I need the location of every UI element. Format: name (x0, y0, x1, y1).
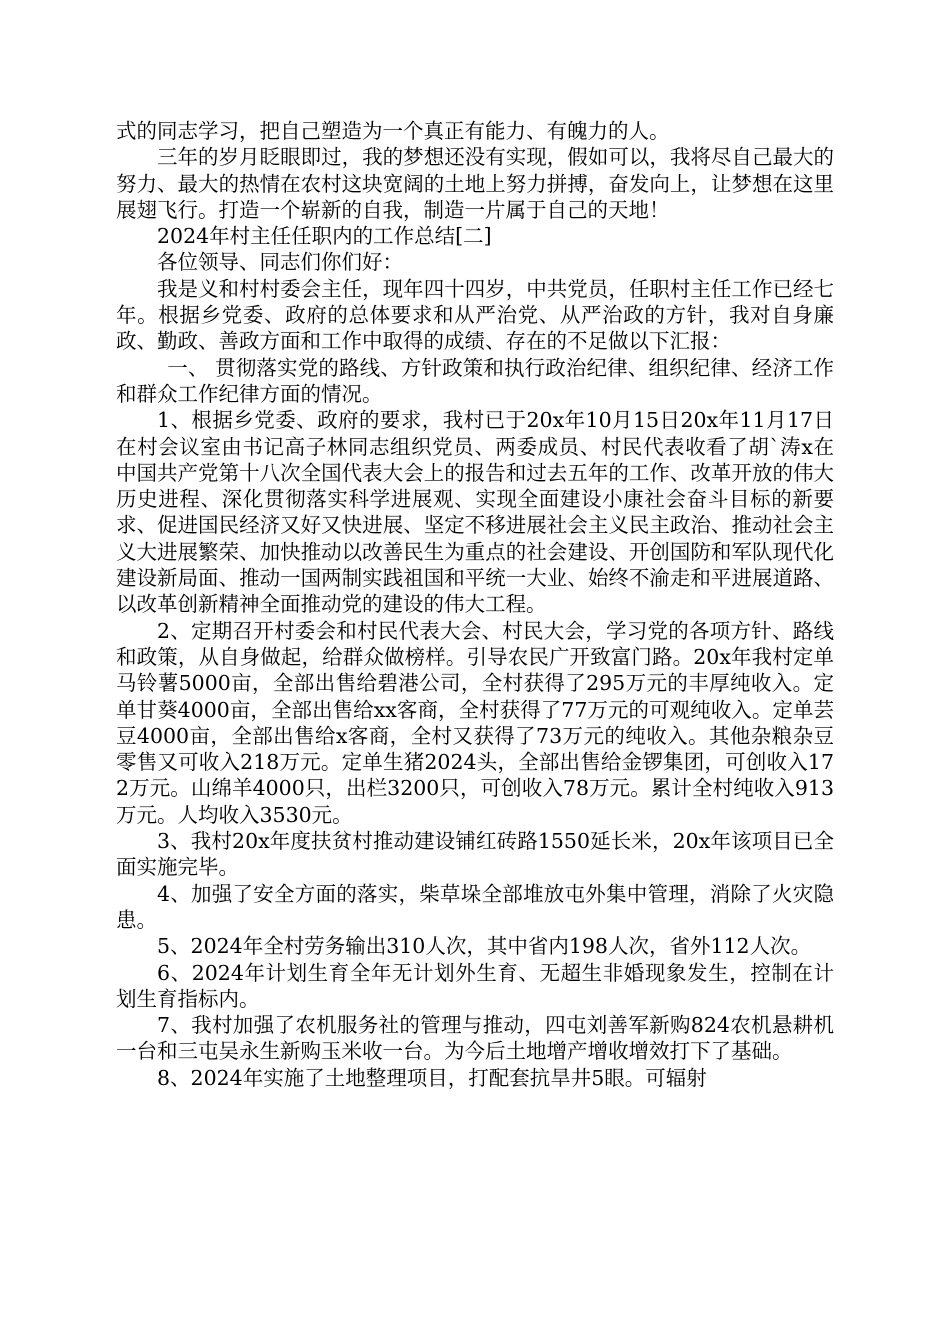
paragraph-item-2: 2、定期召开村委会和村民代表大会、村民大会，学习党的各项方针、路线和政策，从自身做起，给群众做榜样。引导农民广开致富门路。20x年我村定单马铃薯5000亩，全部出售给碧港公司，全村获得了295万元的丰厚纯收入。定单甘葵4000亩，全部出售给xx客商，全村获得了77万元的可观纯收入。定单芸豆4000亩，全部出售给x客商，全村又获得了73万元的纯收入。其他杂粮杂豆零售又可收入218万元。定单生猪2024头，全部出售给金锣集团，可创收入172万元。山绵羊4000只，出栏3200只，可创收入78万元。累计全村纯收入913万元。人均收入3530元。 (116, 618, 834, 827)
paragraph-item-4: 4、加强了安全方面的落实，柴草垛全部堆放屯外集中管理，消除了火灾隐患。 (116, 881, 834, 932)
paragraph-continuation: 式的同志学习，把自己塑造为一个真正有能力、有魄力的人。 (116, 119, 670, 143)
document-page (116, 118, 834, 1091)
paragraph-item-1: 1、根据乡党委、政府的要求，我村已于20x年10月15日20x年11月17日在村会议室由书记高子林同志组织党员、两委成员、村民代表收看了胡`涛x在中国共产党第十八次全国代表大会上的报告和过去五年的工作、改革开放的伟大历史进程、深化贯彻落实科学进展观、实现全面建设小康社会奋斗目标的新要求、促进国民经济又好又快进展、坚定不移进展社会主义民主政治、推动社会主义大进展繁荣、加快推动以改善民生为重点的社会建设、开创国防和军队现代化建设新局面、推动一国两制实践祖国和平统一大业、始终不渝走和平进展道路、以改革创新精神全面推动党的建设的伟大工程。 (116, 408, 834, 617)
paragraph-item-6: 6、2024年计划生育全年无计划外生育、无超生非婚现象发生，控制在计划生育指标内。 (116, 960, 834, 1011)
paragraph-item-3: 3、我村20x年度扶贫村推动建设铺红砖路1550延长米，20x年该项目已全面实施完毕。 (116, 829, 834, 880)
paragraph-introduction: 我是义和村村委会主任，现年四十四岁，中共党员，任职村主任工作已经七年。根据乡党委、政府的总体要求和从严治党、从严治政的方针，我对自身廉政、勤政、善政方面和工作中取得的成绩、存在的不足做以下汇报： (116, 276, 834, 354)
salutation: 各位领导、同志们你们好： (157, 250, 403, 275)
heading-section-one: 一、 贯彻落实党的路线、方针政策和执行政治纪律、组织纪律、经济工作和群众工作纪律方面的情况。 (116, 355, 834, 406)
paragraph-dream: 三年的岁月眨眼即过，我的梦想还没有实现，假如可以，我将尽自己最大的努力、最大的热情在农村这块宽阔的土地上努力拼搏，奋发向上，让梦想在这里展翅飞行。打造一个崭新的自我，制造一片属于自己的天地！ (116, 145, 834, 222)
paragraph-item-7: 7、我村加强了农机服务社的管理与推动，四屯刘善军新购824农机悬耕机一台和三屯吴永生新购玉米收一台。为今后土地增产增收增效打下了基础。 (116, 1013, 834, 1064)
paragraph-item-5: 5、2024年全村劳务输出310人次，其中省内198人次，省外112人次。 (157, 934, 812, 959)
paragraph-item-8: 8、2024年实施了土地整理项目，打配套抗旱井5眼。可辐射 (157, 1065, 707, 1090)
section-title: 2024年村主任任职内的工作总结[二] (157, 224, 492, 249)
